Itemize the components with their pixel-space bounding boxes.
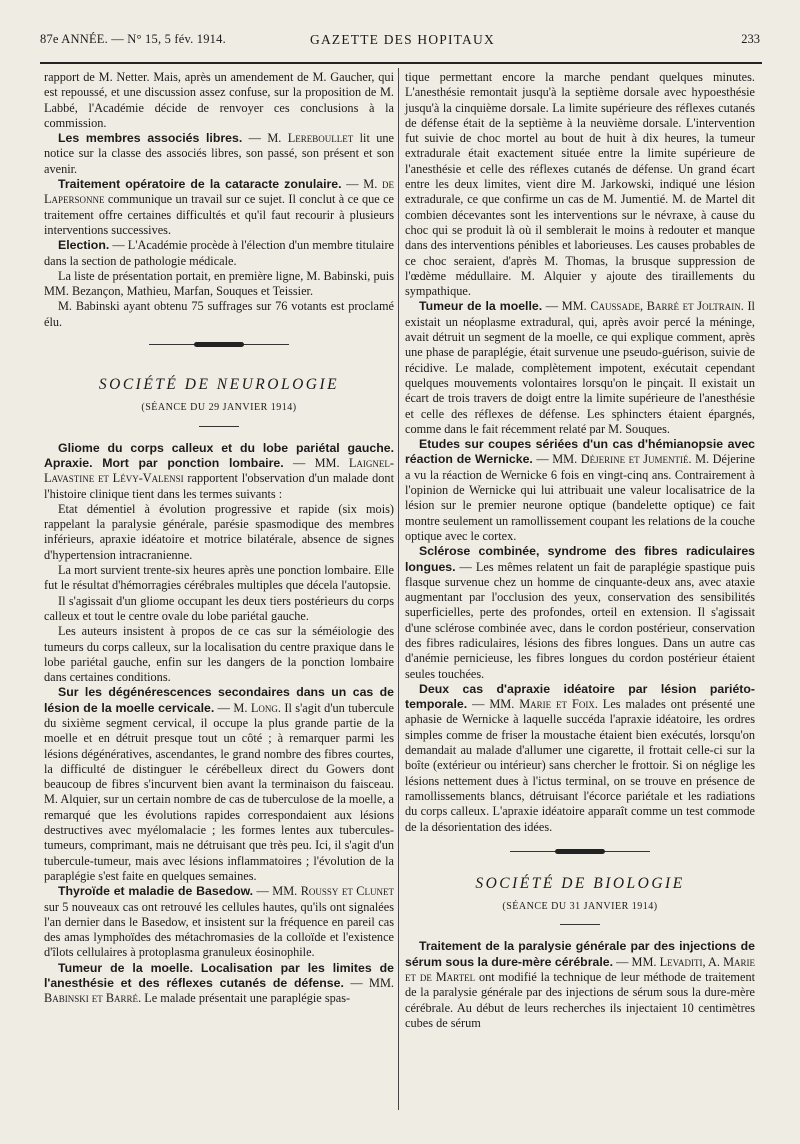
- article-membres-associes: [44, 131, 394, 177]
- article-text: rapportent l'observation d'un malade dont l'histoire clinique tient dans les termes suivants :: [44, 471, 394, 501]
- paragraph: M. Babinski ayant obtenu 75 suffrages sur 76 votants est proclamé élu.: [44, 299, 394, 329]
- article-title: Tumeur de la moelle. Localisation par les limites de l'anesthésie et des réflexes cutanés de défense.: [44, 960, 394, 991]
- short-rule: [560, 924, 600, 925]
- article-text: . Le malade présentait une paraplégie spas-: [138, 991, 351, 1006]
- article-dash: — M.: [214, 700, 251, 715]
- article-author: Caussade, Barré et Joltrain: [590, 299, 741, 314]
- column-divider: [398, 68, 399, 1110]
- article-dash: — M.: [341, 177, 382, 192]
- page-header: [40, 28, 760, 52]
- article-sclerose: [405, 544, 755, 682]
- article-title: Thyroïde et maladie de Basedow.: [58, 884, 254, 899]
- article-title: Election.: [58, 238, 110, 253]
- section-ornament: [149, 342, 289, 347]
- article-dash: — MM.: [253, 884, 301, 899]
- continued-paragraph: tique permettant encore la marche pendant quelques minutes. L'anesthésie remontait jusqu'à la septième dorsale avec hypoesthésie jusqu'à la cinquième dorsale. La limite supérieure des réflexes cutanés de défense était de la septième à la neuvième dorsale. L'intervention fut suivie de choc mortel au bout de huit à dix heures, la tumeur extradurale était exactement située entre la limite supérieure de l'anesthésie et celle des réflexes cutanés de défense. Un grand écart entre les deux limites, vient dire M. Jarkowski, indiqué une lésion extradurale, ce que confirme un cas de M. Jumentié. M. de Martel dit combien décevantes sont les interventions sur le névraxe, à cause du choc qui se produit là où il semblerait le moins à redouter et manque dans des interventions pénibles et laborieuses. Les causes probables de ce choc seraient, d'après M. Thomas, la brusque suppression de l'œdème médullaire. M. Alquier y ajoute des tiraillements du sympathique.: [405, 70, 755, 299]
- article-title: Traitement opératoire de la cataracte zonulaire.: [58, 177, 342, 192]
- seance-date: (SÉANCE DU 29 JANVIER 1914): [141, 402, 297, 414]
- article-election: [44, 238, 394, 269]
- article-dash: — MM.: [343, 976, 394, 991]
- short-rule: [199, 426, 239, 427]
- article-title: Traitement de la paralysie générale par des injections de sérum sous la dure-mère cérébrale.: [405, 939, 755, 969]
- article-author: Laignel-Lavastine et Lévy-Valensi: [44, 455, 394, 486]
- article-title: Tumeur de la moelle.: [419, 299, 543, 314]
- article-title: Les membres associés libres.: [58, 131, 243, 146]
- article-text: . M. Déjerine a vu la réaction de Wernicke 6 fois en vingt-cinq ans. Contrairement à l'opinion de Wernicke qui lui attribuait une valeur localisatrice de la lésion sur le premier neurone optique (bandelette optique) ce fait montre seulement un ramollissement coupant les relations de la couche optique avec le cortex.: [405, 452, 756, 543]
- article-text: sur 5 nouveaux cas ont retrouvé les cellules hautes, qu'ils ont signalées l'an dernier dans le Basedow, et insistent sur la fréquence en pareil cas des amas lymphoïdes des métachromasies de la colloïde et l'existence d'îlots cellulaires à protoplasma granuleux éosinophile.: [44, 899, 394, 960]
- section-ornament: [510, 849, 650, 854]
- article-author: Roussy et Clunet: [300, 884, 394, 899]
- article-text: ont modifié la technique de leur méthode de traitement de la paralysie générale par des injections de sérum sous la dure-mère cérébrale. Au début de leurs recherches ils injectaient 10 centimètres cubes de sérum: [405, 970, 756, 1030]
- article-text: communique un travail sur ce sujet. Il conclut à ce que ce traitement offre certaines difficultés et qu'il faut recourir à plusieurs interventions successives.: [44, 192, 394, 237]
- article-paralysie-generale: [405, 939, 755, 1031]
- article-title: Gliome du corps calleux et du lobe pariétal gauche. Apraxie. Mort par ponction lombaire.: [44, 440, 394, 470]
- continued-paragraph: rapport de M. Netter. Mais, après un amendement de M. Gaucher, qui est repoussé, et une discussion assez confuse, sur la proposition de M. Labbé, l'Académie décide de renvoyer ces conclusions à la commission.: [44, 70, 394, 130]
- publication-title: GAZETTE DES HOPITAUX: [310, 32, 495, 47]
- article-author: Marie et Foix: [519, 697, 595, 712]
- article-basedow: [44, 884, 394, 960]
- article-dash: — MM.: [283, 455, 349, 470]
- article-degenerescences: [44, 685, 394, 884]
- left-column: [44, 70, 394, 1007]
- article-author: Babinski et Barré: [44, 991, 139, 1006]
- article-gliome: [44, 441, 394, 502]
- article-author: Long: [250, 700, 278, 715]
- article-title: Deux cas d'apraxie idéatoire par lésion pariéto-temporale.: [405, 681, 755, 712]
- article-tumeur-moelle-1: [44, 961, 394, 1007]
- article-title: Sur les dégénérescences secondaires dans un cas de lésion de la moelle cervicale.: [44, 685, 394, 715]
- right-column: [405, 70, 755, 1031]
- paragraph: La mort survient trente-six heures après une ponction lombaire. Elle fut le résultat d'hémorragies cérébrales multiples que décela l'autopsie.: [44, 563, 394, 593]
- paragraph: Il s'agissait d'un gliome occupant les deux tiers postérieurs du corps calleux et tout le centre ovale du lobe pariétal gauche.: [44, 593, 394, 623]
- society-heading: SOCIÉTÉ DE BIOLOGIE: [475, 874, 685, 892]
- article-text: — L'Académie procède à l'élection d'un membre titulaire dans la section de pathologie médicale.: [44, 238, 394, 268]
- paragraph: Les auteurs insistent à propos de ce cas sur la séméiologie des tumeurs du corps calleux, sur la localisation du centre praxique dans le lobe pariétal gauche, enfin sur les dangers de la ponction lombaire dans certaines conditions.: [44, 624, 394, 685]
- page-number: 233: [741, 32, 760, 46]
- article-cataracte: [44, 177, 394, 238]
- article-text: . Il existait un néoplasme extradural, qui, après avoir percé la méninge, avait détruit un segment de la moelle, ce qui explique comment, après une phase de paraplégie, était survenue une pseudo-guérison, suivie de récidive. Le malade, complètement impotent, exécutait cependant quelques mouvements volontaires lorsqu'on le pinçait. Il existait un écart de trois travers de doigt entre la limite supérieure de l'anesthésie et celle des réflexes de défense. Les sphincters étaient épargnés, comme dans le fait récemment relaté par M. Souques.: [405, 299, 755, 436]
- paragraph: Etat démentiel à évolution progressive et rapide (six mois) rappelant la paralysie générale, parésie spasmodique des membres inférieurs, apraxie idéatoire et motrice bilatérale, absence de signes d'hypertension intracranienne.: [44, 501, 394, 562]
- article-dash: — M.: [242, 131, 288, 146]
- article-author: de Lapersonne: [44, 177, 394, 207]
- article-dash: — MM.: [467, 697, 520, 712]
- article-dash: — MM.: [532, 452, 581, 467]
- article-title: Etudes sur coupes sériées d'un cas d'hémianopsie avec réaction de Wernicke.: [405, 437, 755, 467]
- article-dash: — MM.: [542, 299, 591, 314]
- article-hemianopsie: [405, 437, 755, 544]
- article-dash: — MM.: [613, 954, 660, 969]
- article-author: Levaditi, A. Marie et de Martel: [405, 954, 755, 985]
- article-text: — Les mêmes relatent un fait de paraplégie spastique puis flasque survenue chez un homme de cinquante-deux ans, avec ataxie augmentant par l'occlusion des yeux, conservation des sensibilités superficielles, perte des profondes, orteil en extension. Il s'agissait d'une sclérose combinée avec, dans le cordon postérieur, conservation des fibres radiculaires, lésions des fibres longues. Dans un autre cas d'anémie pernicieuse, les fibres longues du cordon postérieur étaient seules touchées.: [405, 559, 755, 681]
- article-author: Lereboullet: [287, 131, 354, 146]
- article-text: lit une notice sur la classe des associés libres, son passé, son présent et son avenir.: [44, 131, 395, 176]
- article-text: . Il s'agit d'un tubercule du sixième segment cervical, il occupe la plus grande partie de la moelle et en détruit presque tout un côté ; à remarquer parmi les lésions dégénératives, ascendantes, le grand nombre des fibres courtes, la difficulté de distinguer le cérébelleux direct du Gowers dont beaucoup de fibres s'incurvent bien avant la terminaison du faisceau. M. Alquier, sur un certain nombre de cas de tuberculose de la moelle, a remarqué que les évolutions rapides correspondaient aux lésions destructives avec myélomalacie ; les formes lentes aux tubercules-tumeurs, comprimant, mais ne détruisant que très peu. Ici, il s'agit d'un tubercule-tumeur, mais avec lésions inflammatoires ; l'évolution de la paraplégie s'est faite en quelques semaines.: [44, 700, 394, 883]
- header-rule: [40, 62, 762, 64]
- article-text: . Les malades ont présenté une aphasie de Wernicke à laquelle succéda l'apraxie idéatoire, les ordres simples comme de friser la moustache étaient bien exécutés, lorsqu'on demandait au malade d'allumer une cigarette, il frottait celle-ci sur la boîte (extérieur ou intérieur) sans chercher le frottoir. Si on néglige les lésions nettement dues à l'ictus terminal, on se trouve en présence de ramollissements blancs, détruisant l'écorce pariétale et les radiations du corps calleux. L'apraxie idéatoire apparaît comme un test commode de la désorientation des idées.: [405, 697, 755, 834]
- seance-date: (SÉANCE DU 31 JANVIER 1914): [502, 901, 658, 913]
- paragraph: La liste de présentation portait, en première ligne, M. Babinski, puis MM. Bezançon, Mathieu, Marfan, Souques et Teissier.: [44, 268, 394, 299]
- article-apraxie: [405, 682, 755, 835]
- article-tumeur-moelle-2: [405, 299, 755, 437]
- article-author: Déjerine et Jumentié: [580, 452, 689, 467]
- society-heading: SOCIÉTÉ DE NEUROLOGIE: [98, 376, 340, 394]
- issue-info: 87e ANNÉE. — N° 15, 5 fév. 1914.: [40, 32, 226, 46]
- article-title: Sclérose combinée, syndrome des fibres radiculaires longues.: [405, 544, 755, 574]
